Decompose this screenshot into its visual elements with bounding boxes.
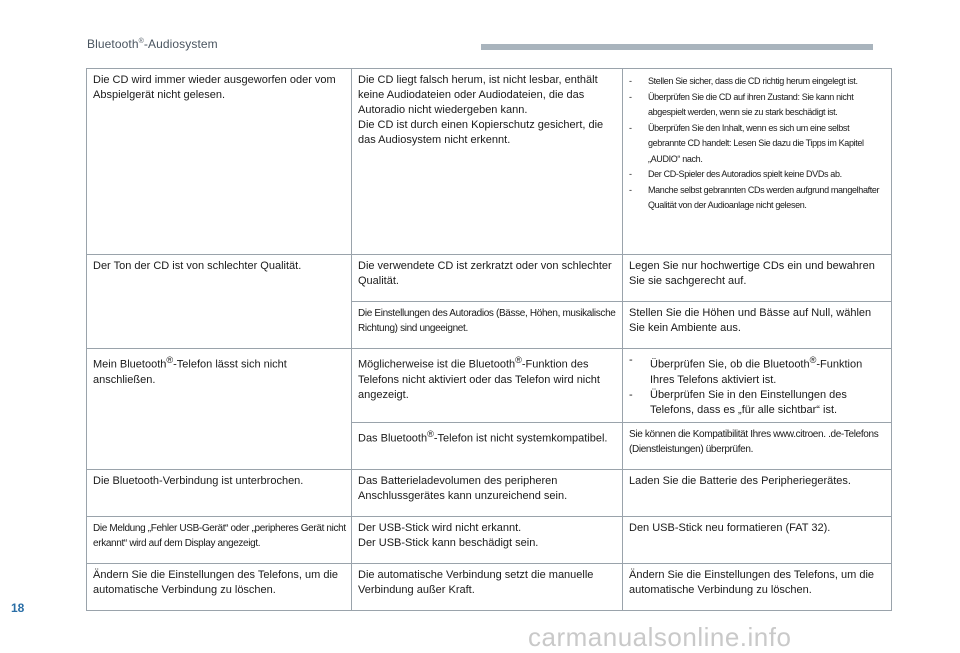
solution-cell: Sie können die Kompatibilität Ihres www.citroen. .de-Telefons (Dienstleistungen) überprüfen. [623, 422, 892, 469]
table-row [87, 516, 892, 563]
solution-list [629, 74, 886, 214]
table-row [87, 349, 892, 423]
solution-cell [623, 349, 892, 423]
cause-cell: Die CD liegt falsch herum, ist nicht lesbar, enthält keine Audiodateien oder Audiodateien, die das Autoradio nicht wiedergeben kann. Die CD ist durch einen Kopierschutz gesichert, die das Audiosystem nicht erkennt. [352, 69, 623, 255]
solution-list [629, 353, 886, 418]
problem-cell: Mein Bluetooth®-Telefon lässt sich nicht anschließen. [87, 349, 352, 470]
list-item: - Überprüfen Sie den Inhalt, wenn es sich um eine selbst gebrannte CD handelt: Lesen Sie dazu die Tipps im Kapitel „AUDIO“ nach. [629, 121, 886, 168]
problem-cell: Die Meldung „Fehler USB-Gerät“ oder „peripheres Gerät nicht erkannt“ wird auf dem Display angezeigt. [87, 516, 352, 563]
solution-cell: Ändern Sie die Einstellungen des Telefons, um die automatische Verbindung zu löschen. [623, 563, 892, 610]
problem-cell: Die CD wird immer wieder ausgeworfen oder vom Abspielgerät nicht gelesen. [87, 69, 352, 255]
list-item: - Stellen Sie sicher, dass die CD richtig herum eingelegt ist. [629, 74, 886, 90]
solution-cell: Den USB-Stick neu formatieren (FAT 32). [623, 516, 892, 563]
header-bar [481, 44, 873, 50]
cause-cell: Die verwendete CD ist zerkratzt oder von schlechter Qualität. [352, 255, 623, 302]
solution-cell: Stellen Sie die Höhen und Bässe auf Null, wählen Sie kein Ambiente aus. [623, 302, 892, 349]
problem-cell: Ändern Sie die Einstellungen des Telefons, um die automatische Verbindung zu löschen. [87, 563, 352, 610]
list-item: - Der CD-Spieler des Autoradios spielt keine DVDs ab. [629, 167, 886, 183]
cause-cell: Die Einstellungen des Autoradios (Bässe, Höhen, musikalische Richtung) sind ungeeignet. [352, 302, 623, 349]
cause-cell: Die automatische Verbindung setzt die manuelle Verbindung außer Kraft. [352, 563, 623, 610]
solution-cell [623, 69, 892, 255]
list-item: - Überprüfen Sie, ob die Bluetooth®-Funktion Ihres Telefons aktiviert ist. [629, 353, 886, 388]
section-title: Bluetooth®-Audiosystem [87, 37, 218, 51]
problem-cell: Der Ton der CD ist von schlechter Qualität. [87, 255, 352, 349]
cause-cell: Der USB-Stick wird nicht erkannt. Der USB-Stick kann beschädigt sein. [352, 516, 623, 563]
cause-cell: Das Bluetooth®-Telefon ist nicht systemkompatibel. [352, 422, 623, 469]
page-number: 18 [11, 601, 25, 615]
cause-cell: Möglicherweise ist die Bluetooth®-Funktion des Telefons nicht aktiviert oder das Telefon wird nicht angezeigt. [352, 349, 623, 423]
list-item: - Manche selbst gebrannten CDs werden aufgrund mangelhafter Qualität von der Audioanlage nicht gelesen. [629, 183, 886, 214]
list-item: - Überprüfen Sie die CD auf ihren Zustand: Sie kann nicht abgespielt werden, wenn sie zu stark beschädigt ist. [629, 90, 886, 121]
table-row [87, 469, 892, 516]
table-row [87, 563, 892, 610]
solution-cell: Laden Sie die Batterie des Peripheriegerätes. [623, 469, 892, 516]
list-item: - Überprüfen Sie in den Einstellungen des Telefons, dass es „für alle sichtbar“ ist. [629, 388, 886, 418]
table-row [87, 69, 892, 255]
cause-cell: Das Batterieladevolumen des peripheren Anschlussgerätes kann unzureichend sein. [352, 469, 623, 516]
solution-cell: Legen Sie nur hochwertige CDs ein und bewahren Sie sie sachgerecht auf. [623, 255, 892, 302]
table-row [87, 255, 892, 302]
watermark: carmanualsonline.info [528, 622, 792, 652]
problem-cell: Die Bluetooth-Verbindung ist unterbrochen. [87, 469, 352, 516]
troubleshooting-table [86, 68, 892, 611]
